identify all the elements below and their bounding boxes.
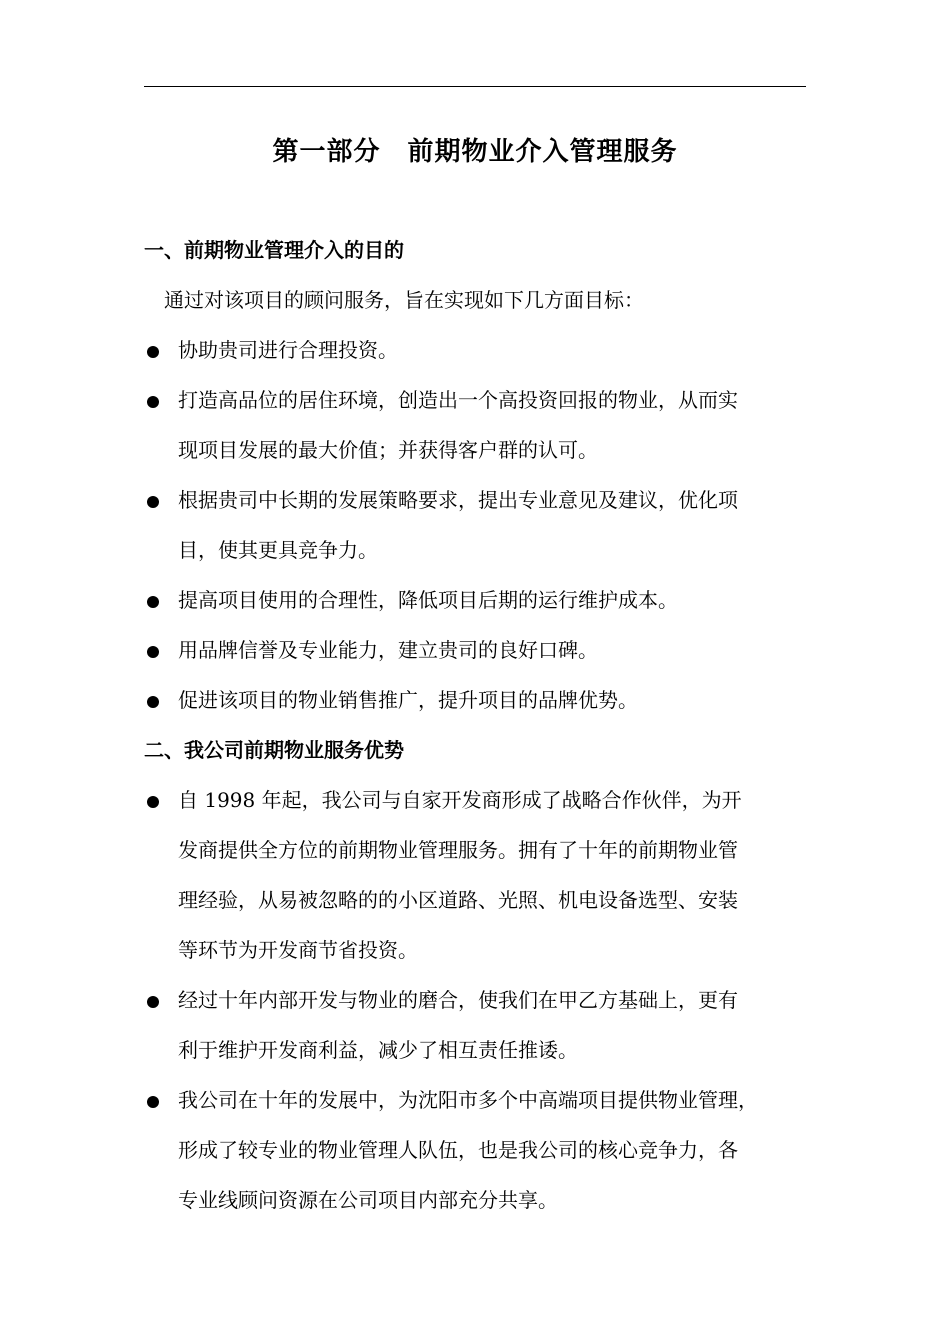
list-item (144, 385, 824, 475)
list-item (144, 485, 824, 575)
list-item (144, 335, 824, 375)
bullet-icon (147, 996, 159, 1008)
list-item-text: 我公司在十年的发展中，为沈阳市多个中高端项目提供物业管理， 形成了较专业的物业管理人队伍，也是我公司的核心竞争力，各 专业线顾问资源在公司项目内部充分共享。 (178, 1088, 758, 1212)
bullet-icon (147, 496, 159, 508)
list-item-text: 打造高品位的居住环境，创造出一个高投资回报的物业，从而实 现项目发展的最大价值；并获得客户群的认可。 (178, 388, 738, 462)
bullet-icon (147, 596, 159, 608)
list-item-text: 根据贵司中长期的发展策略要求，提出专业意见及建议，优化项 目，使其更具竞争力。 (178, 488, 738, 562)
header-rule (144, 86, 806, 87)
list-item-text: 经过十年内部开发与物业的磨合，使我们在甲乙方基础上，更有 利于维护开发商利益，减少了相互责任推诿。 (178, 988, 738, 1062)
list-item (144, 985, 824, 1075)
bullet-icon (147, 796, 159, 808)
list-item-text: 用品牌信誉及专业能力，建立贵司的良好口碑。 (178, 638, 598, 662)
list-item-text: 促进该项目的物业销售推广，提升项目的品牌优势。 (178, 688, 638, 712)
bullet-icon (147, 346, 159, 358)
list-item (144, 635, 824, 675)
list-item-text: 协助贵司进行合理投资。 (178, 338, 398, 362)
bullet-icon (147, 1096, 159, 1108)
list-item (144, 685, 824, 725)
section-intro: 通过对该项目的顾问服务，旨在实现如下几方面目标： (164, 288, 644, 312)
bullet-icon (147, 646, 159, 658)
list-item (144, 1085, 824, 1225)
list-item-text: 自 1998 年起，我公司与自家开发商形成了战略合作伙伴，为开 发商提供全方位的前期物业管理服务。拥有了十年的前期物业管 理经验，从易被忽略的的小区道路、光照、机电设备选型、安装 等环节为开发商节省投资。 (178, 788, 742, 962)
list-item (144, 785, 824, 975)
section-heading-advantages: 二、我公司前期物业服务优势 (144, 738, 404, 762)
section-heading-purpose: 一、前期物业管理介入的目的 (144, 238, 404, 262)
document-title: 第一部分 前期物业介入管理服务 (272, 137, 678, 167)
bullet-icon (147, 696, 159, 708)
list-item (144, 585, 824, 625)
list-item-text: 提高项目使用的合理性，降低项目后期的运行维护成本。 (178, 588, 678, 612)
bullet-icon (147, 396, 159, 408)
